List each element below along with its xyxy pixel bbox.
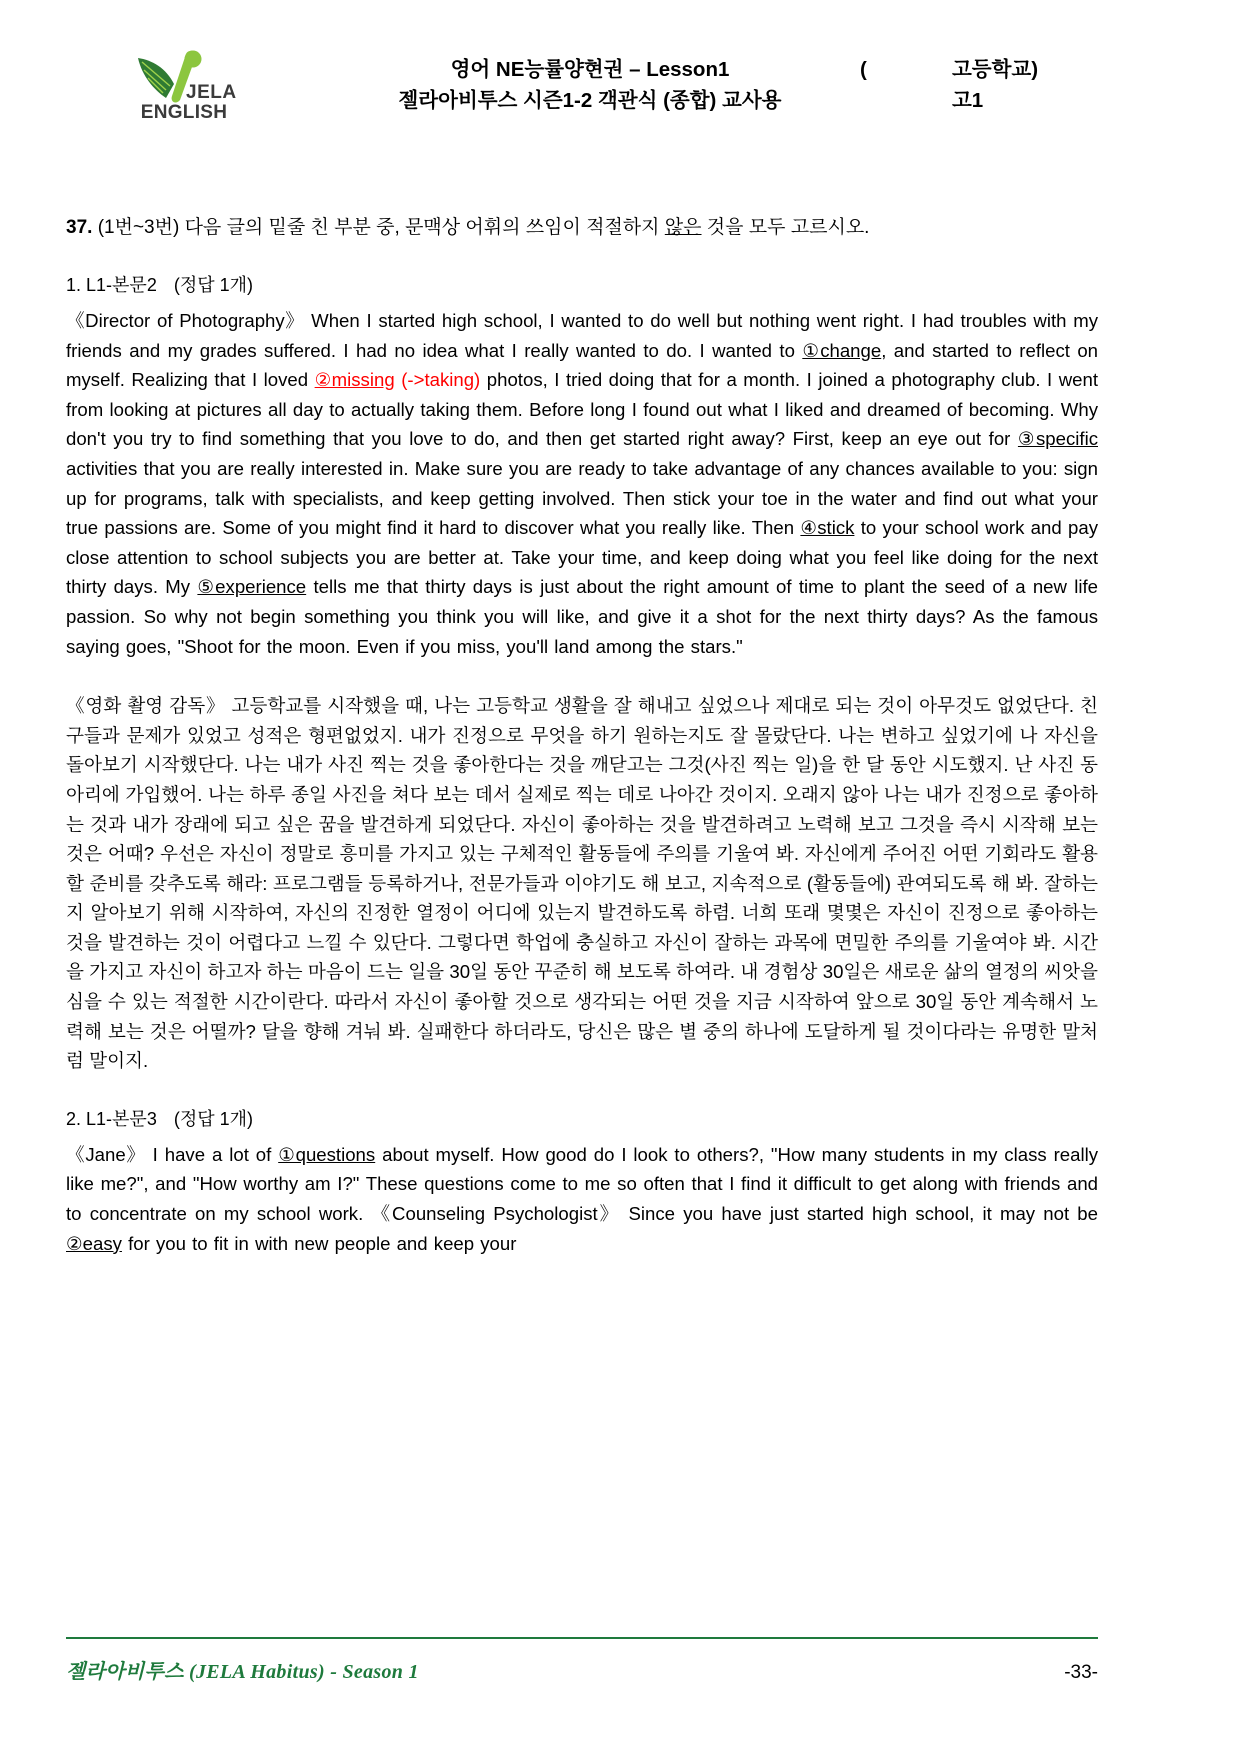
answer-choice-marked: ②missing <box>314 369 395 391</box>
logo-brand-subtitle: ENGLISH <box>140 102 228 123</box>
question-directive <box>66 214 1098 242</box>
passage-text: tells me that thirty days is just about the right amount of time to plant the seed of a new life passion. So why not begin something you think you will like, and give it a shot for the next thirty days? As the famous saying goes, "Shoot for the moon. Even if you miss, you'll land among the stars." <box>66 576 1098 657</box>
passage-text: for you to fit in with new people and keep your <box>121 1232 517 1254</box>
passage-text: I have a lot of <box>145 1143 279 1165</box>
answer-choice: ③specific <box>1017 428 1098 450</box>
jela-english-logo <box>128 50 243 138</box>
passage-text: When I started high school, I wanted to do well but nothing went right. I had troubles with my friends and my grades suffered. I had no idea what I really wanted to do. I wanted to <box>66 310 1099 361</box>
header-title-line-1: 영어 NE능률양현권 – Lesson1 <box>450 58 730 81</box>
answer-choice: ⑤experience <box>197 576 307 598</box>
passage-english-2 <box>66 1140 1098 1258</box>
page-header <box>0 0 1240 135</box>
passage-text: photos, I tried doing that for a month. I joined a photography club. I went from looking at pictures all day to actually taking them. Before long I found out what I liked and dreamed of becoming. Why don't you try to find something that you love to do, and then get started right away? First, keep an eye out for <box>66 369 1099 450</box>
passage-text: about myself. How good do I look to others?, "How many students in my class really like me?", and "How worthy am I?" These questions come to me so often that I find it difficult to get along with friends and to concentrate on my school work. 《Counseling Psychologist》 Since you have just started high school, it may not be <box>66 1143 1099 1225</box>
answer-choice: ①change <box>802 339 882 361</box>
footer-brand-text: 젤라아비투스 (JELA Habitus) - Season 1 <box>66 1661 419 1683</box>
answer-choice: ①questions <box>278 1143 376 1165</box>
footer-page-number: -33- <box>1064 1662 1098 1683</box>
header-title-line-2: 젤라아비투스 시즌1-2 객관식 (종합) 교사용 <box>398 89 782 112</box>
answer-choice: ④stick <box>800 517 855 539</box>
item-answer-note-2: (정답 1개) <box>173 1108 254 1129</box>
item-source-1: L1-본문2 <box>86 275 157 295</box>
question-range: (1번~3번) <box>97 217 180 238</box>
header-title-block <box>330 54 850 116</box>
item-heading-2 <box>66 1106 1098 1133</box>
passage-speaker-2: 《Jane》 <box>66 1143 146 1165</box>
item-source-2: L1-본문3 <box>86 1108 157 1129</box>
question-prompt-emphasis: 않은 <box>664 217 702 238</box>
item-index-1: 1. <box>66 275 82 295</box>
answer-choice: ②easy <box>66 1232 122 1254</box>
answer-correction: (->taking) <box>401 369 481 391</box>
item-answer-note-1: (정답 1개) <box>173 275 254 295</box>
passage-text: , and started to reflect on myself. Realizing that I loved <box>66 339 1099 391</box>
header-open-paren: ( <box>860 58 867 81</box>
document-body <box>66 214 1098 1258</box>
passage-english-1 <box>66 306 1098 661</box>
header-meta-block <box>860 54 1130 116</box>
footer-divider <box>66 1637 1098 1639</box>
question-prompt-after: 것을 모두 고르시오. <box>706 217 870 238</box>
passage-text: activities that you are really interested in. Make sure you are ready to take advantage of any chances available to you: sign up for programs, talk with specialists, and keep getting involved. Then stick your toe in the water and find out what your true passions are. Some of you might find it hard to discover what you really like. Then <box>66 457 1098 539</box>
passage-text: to your school work and pay close attention to school subjects you are better at. Take your time, and keep doing what you feel like doing for the next thirty days. My <box>66 517 1099 598</box>
question-prompt-before: 다음 글의 밑줄 친 부분 중, 문맥상 어휘의 쓰임이 적절하지 <box>184 217 660 238</box>
item-index-2: 2. <box>66 1108 82 1129</box>
page-footer <box>66 1637 1098 1684</box>
header-grade-label: 고1 <box>952 89 984 112</box>
passage-korean-1: 《영화 촬영 감독》 고등학교를 시작했을 때, 나는 고등학교 생활을 잘 해내고 싶었으나 제대로 되는 것이 아무것도 없었단다. 친구들과 문제가 있었고 성적은 형편없었지. 내가 진정으로 무엇을 하기 원하는지도 잘 몰랐단다. 나는 변하고 싶었기에 나 자신을 돌아보기 시작했단다. 나는 내가 사진 찍는 것을 좋아한다는 것을 깨닫고는 그것(사진 찍는 일)을 한 달 동안 시도했지. 난 사진 동아리에 가입했어. 나는 하루 종일 사진을 쳐다 보는 데서 실제로 찍는 데로 나아간 것이지. 오래지 않아 나는 내가 진정으로 좋아하는 것과 내가 장래에 되고 싶은 꿈을 발견하게 되었단다. 자신이 좋아하는 것을 발견하려고 노력해 보고 그것을 즉시 시작해 보는 것은 어때? 우선은 자신이 정말로 흥미를 가지고 있는 구체적인 활동들에 주의를 기울여 봐. 자신에게 주어진 어떤 기회라도 활용할 준비를 갖추도록 해라: 프로그램들 등록하거나, 전문가들과 이야기도 해 보고, 지속적으로 (활동들에) 관여되도록 해 봐. 잘하는지 알아보기 위해 시작하여, 자신의 진정한 열정이 어디에 있는지 발견하도록 하렴. 너희 또래 몇몇은 자신이 진정으로 좋아하는 것을 발견하는 것이 어렵다고 느낄 수 있단다. 그렇다면 학업에 충실하고 자신이 잘하는 과목에 면밀한 주의를 기울여야 봐. 시간을 가지고 자신이 하고자 하는 마음이 드는 일을 30일 동안 꾸준히 해 보도록 하여라. 내 경험상 30일은 새로운 삶의 열정의 씨앗을 심을 수 있는 적절한 시간이란다. 따라서 자신이 좋아할 것으로 생각되는 어떤 것을 지금 시작하여 앞으로 30일 동안 계속해서 노력해 보는 것은 어떨까? 달을 향해 겨눠 봐. 실패한다 하더라도, 당신은 많은 별 중의 하나에 도달하게 될 것이다라는 유명한 말처럼 말이지. <box>66 695 1098 1072</box>
passage-segments-1 <box>66 310 1098 657</box>
header-school-label: 고등학교) <box>952 58 1039 81</box>
passage-speaker-1: 《Director of Photography》 <box>66 310 305 331</box>
question-number: 37. <box>66 217 93 238</box>
logo-brand-name: JELA <box>186 82 237 103</box>
passage-segments-2 <box>66 1144 1098 1254</box>
item-heading-1 <box>66 272 1098 299</box>
header-school-row <box>860 54 1130 85</box>
